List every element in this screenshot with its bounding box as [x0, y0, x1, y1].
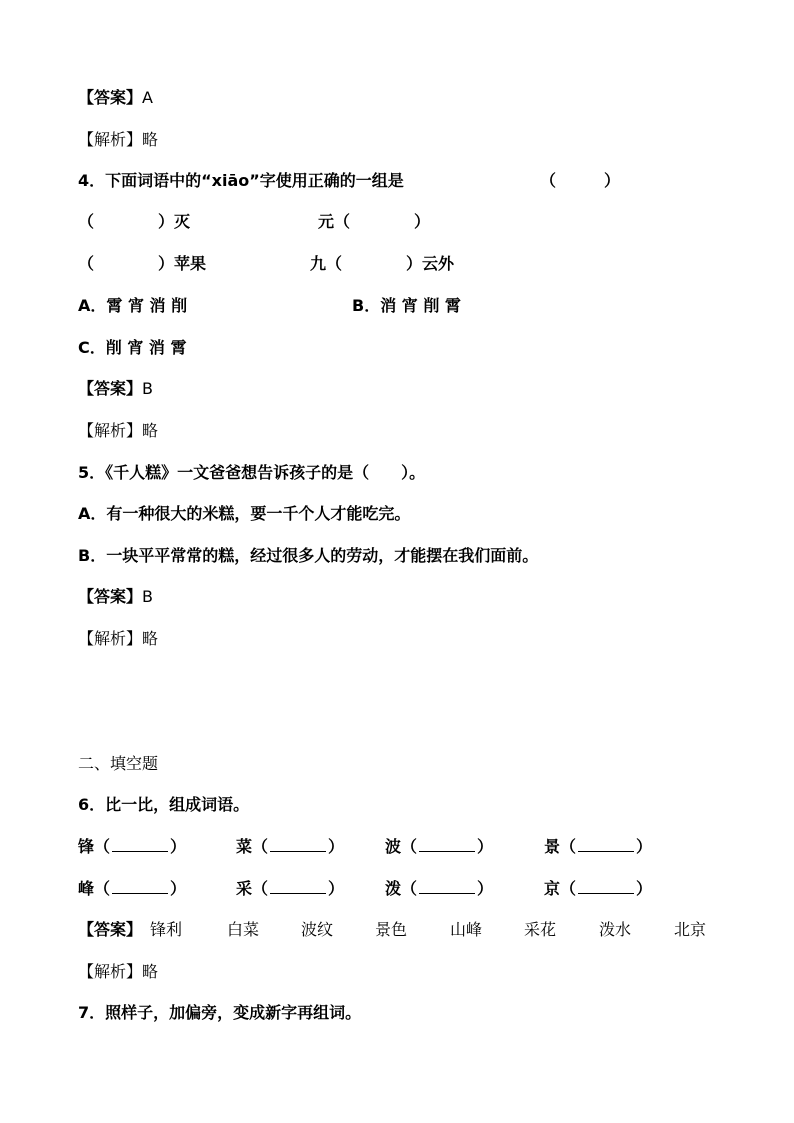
q4-answer-line: [78, 379, 153, 399]
q4-answer-paren: （ ）: [540, 171, 621, 190]
q6-item: 菜（ ）: [236, 837, 345, 856]
answer-word: 山峰: [450, 920, 483, 939]
q6-item: 波（ ）: [385, 837, 494, 856]
q7-stem: 7．照样子，加偏旁，变成新字再组词。: [78, 1003, 362, 1022]
section-title: 二、填空题: [78, 754, 159, 773]
analysis-value: 略: [142, 629, 159, 648]
q6-stem: 6．比一比，组成词语。: [78, 795, 250, 814]
answer-line: [78, 88, 153, 108]
answer-word: 采花: [524, 920, 557, 939]
answer-label: 【答案】: [78, 379, 143, 398]
analysis-line: [78, 130, 158, 150]
fill-blank[interactable]: [270, 837, 326, 852]
q4-stem: [78, 171, 404, 191]
answer-label: 【答案】: [78, 587, 143, 606]
analysis-label: 【解析】: [78, 130, 143, 149]
q4-stem-text: 4．下面词语中的“xiāo”字使用正确的一组是: [78, 171, 404, 190]
answer-value: B: [142, 587, 153, 606]
q6-analysis-line: [78, 962, 158, 982]
q5-option-a: A．有一种很大的米糕，要一千个人才能吃完。: [78, 504, 411, 523]
analysis-label: 【解析】: [78, 629, 143, 648]
answer-word: 北京: [674, 920, 707, 939]
q4-blank-2: 元（ ）: [318, 212, 431, 231]
q6-item: 采（ ）: [236, 879, 345, 898]
q4-option-c: C．削 宵 消 霄: [78, 338, 187, 357]
q6-item: 京（ ）: [544, 879, 653, 898]
analysis-label: 【解析】: [78, 962, 143, 981]
fill-blank[interactable]: [112, 879, 168, 894]
analysis-value: 略: [142, 421, 159, 440]
q4-blank-1: （ ）灭: [78, 212, 191, 231]
q4-option-a: A．霄 宵 消 削: [78, 296, 188, 315]
analysis-value: 略: [142, 962, 159, 981]
answer-word: 景色: [375, 920, 408, 939]
answer-label: 【答案】: [78, 88, 143, 107]
analysis-value: 略: [142, 130, 159, 149]
q6-item: 锋（ ）: [78, 837, 187, 856]
q6-item: 峰（ ）: [78, 879, 187, 898]
fill-blank[interactable]: [270, 879, 326, 894]
q5-analysis-line: [78, 629, 158, 649]
answer-word: 泼水: [599, 920, 632, 939]
q6-item: 泼（ ）: [385, 879, 494, 898]
answer-value: B: [142, 379, 153, 398]
q5-answer-line: [78, 587, 153, 607]
answer-word: 白菜: [227, 920, 260, 939]
fill-blank[interactable]: [578, 837, 634, 852]
answer-word: 波纹: [301, 920, 334, 939]
q4-option-b: B．消 宵 削 霄: [352, 296, 461, 315]
q5-stem: 5．《千人糕》一文爸爸想告诉孩子的是（ ）。: [78, 463, 426, 482]
answer-value: A: [142, 88, 153, 107]
answer-word: 锋利: [150, 920, 183, 939]
fill-blank[interactable]: [419, 879, 475, 894]
q6-item: 景（ ）: [544, 837, 653, 856]
fill-blank[interactable]: [112, 837, 168, 852]
fill-blank[interactable]: [419, 837, 475, 852]
q4-blank-3: （ ）苹果: [78, 254, 207, 273]
q4-blank-4: 九（ ）云外: [310, 254, 455, 273]
answer-label: 【答案】: [78, 920, 143, 939]
q4-analysis-line: [78, 421, 158, 441]
fill-blank[interactable]: [578, 879, 634, 894]
analysis-label: 【解析】: [78, 421, 143, 440]
q5-option-b: B．一块平平常常的糕，经过很多人的劳动，才能摆在我们面前。: [78, 546, 539, 565]
